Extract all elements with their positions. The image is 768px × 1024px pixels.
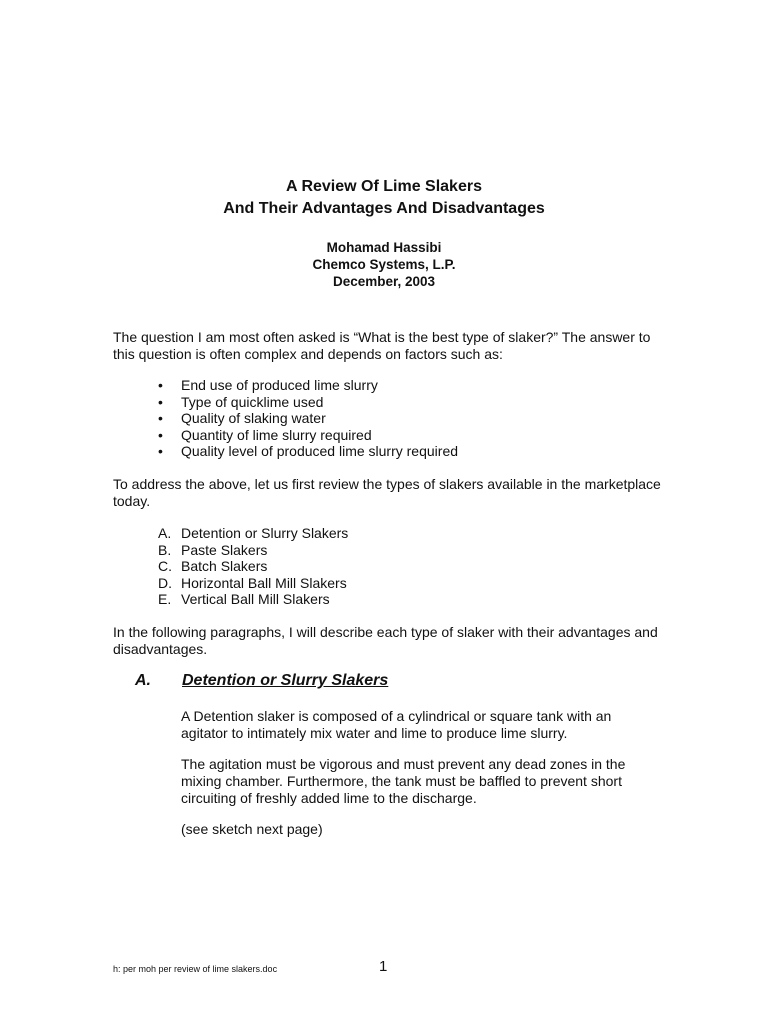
document-title-line-2: And Their Advantages And Disadvantages xyxy=(223,200,545,217)
footer-file-path: h: per moh per review of lime slakers.doc xyxy=(113,964,278,974)
list-item xyxy=(158,542,348,559)
list-item-text: Detention or Slurry Slakers xyxy=(181,525,349,541)
intro-paragraph: The question I am most often asked is “What is the best type of slaker?” The answer to this question is often complex and depends on factors such as: xyxy=(113,329,651,362)
list-item-text: Quality of slaking water xyxy=(181,410,326,426)
factors-list xyxy=(158,377,458,460)
list-item-text: Paste Slakers xyxy=(181,541,268,558)
section-a-letter: A. xyxy=(135,672,151,689)
review-paragraph: To address the above, let us first review the types of slakers available in the marketplace today. xyxy=(113,476,661,509)
list-item-text: Quality level of produced lime slurry required xyxy=(181,443,459,459)
bullet-icon: • xyxy=(158,426,163,443)
document-date: December, 2003 xyxy=(332,274,436,289)
list-letter: A. xyxy=(158,525,172,541)
list-letter: E. xyxy=(158,591,172,607)
list-item-text: Batch Slakers xyxy=(181,558,268,574)
list-item-text: Quantity of lime slurry required xyxy=(181,426,372,443)
section-a-paragraph-3: (see sketch next page) xyxy=(181,821,323,837)
section-a-heading: Detention or Slurry Slakers xyxy=(182,672,389,689)
list-item xyxy=(158,525,348,542)
section-a-paragraph-1: A Detention slaker is composed of a cylindrical or square tank with an agitator to intimately mix water and lime to produce lime slurry. xyxy=(181,708,612,741)
list-item xyxy=(158,394,458,411)
list-item-text: Horizontal Ball Mill Slakers xyxy=(181,574,347,591)
author-company: Chemco Systems, L.P. xyxy=(312,257,456,272)
bullet-icon: • xyxy=(158,393,163,410)
section-a-paragraph-2: The agitation must be vigorous and must prevent any dead zones in the mixing chamber. Furthermore, the tank must be baffled to prevent short circuiting of freshly added lime to the discharge. xyxy=(181,756,626,806)
list-item xyxy=(158,575,348,592)
document-title-line-1: A Review Of Lime Slakers xyxy=(286,178,482,195)
following-paragraph: In the following paragraphs, I will describe each type of slaker with their advantages and disadvantages. xyxy=(113,624,658,657)
list-item-text: Type of quicklime used xyxy=(181,393,324,410)
list-item xyxy=(158,410,458,427)
list-letter: B. xyxy=(158,541,172,558)
list-item xyxy=(158,443,458,460)
list-item-text: Vertical Ball Mill Slakers xyxy=(181,591,330,607)
list-item-text: End use of produced lime slurry xyxy=(181,377,378,393)
list-letter: C. xyxy=(158,558,172,574)
list-item xyxy=(158,427,458,444)
author-name: Mohamad Hassibi xyxy=(326,240,442,255)
bullet-icon: • xyxy=(158,410,163,426)
list-item xyxy=(158,591,348,608)
slaker-types-list xyxy=(158,525,348,608)
list-item xyxy=(158,558,348,575)
bullet-icon: • xyxy=(158,377,163,393)
list-letter: D. xyxy=(158,574,172,591)
page-number: 1 xyxy=(379,958,388,975)
bullet-icon: • xyxy=(158,443,163,459)
list-item xyxy=(158,377,458,394)
